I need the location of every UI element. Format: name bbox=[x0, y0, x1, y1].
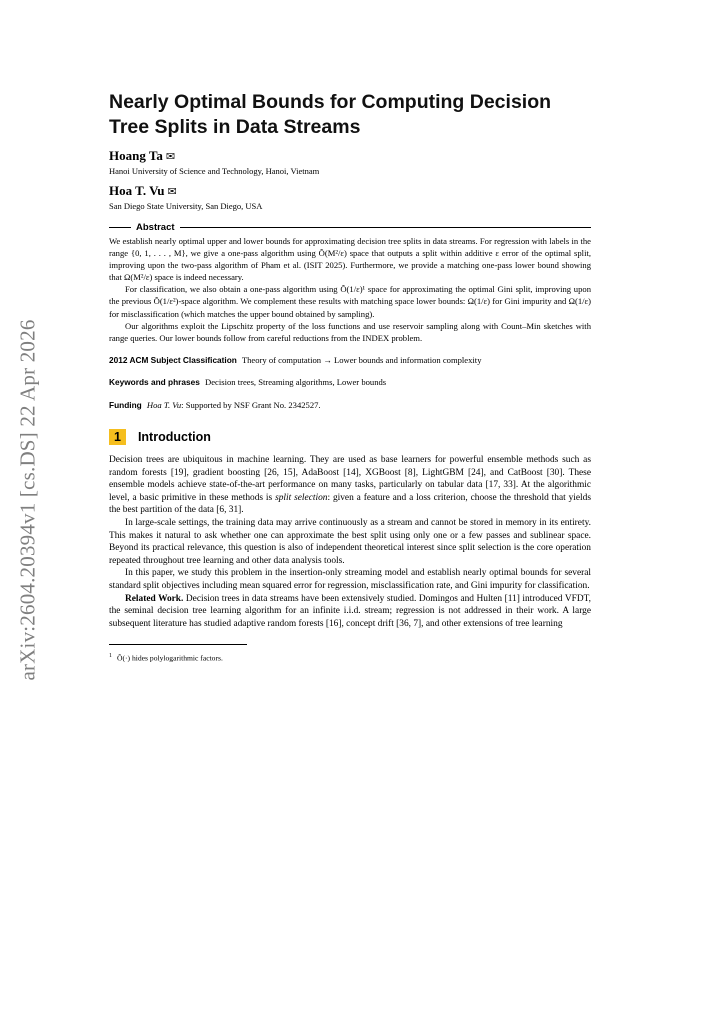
acm-classification bbox=[109, 354, 591, 366]
arxiv-identifier-text: arXiv:2604.20394v1 [cs.DS] 22 Apr 2026 bbox=[15, 319, 40, 681]
abstract-paragraph: Our algorithms exploit the Lipschitz property of the loss functions and use reservoir sampling along with Count–Min sketches with range queries. Our lower bounds follow from careful reductions from the INDEX problem. bbox=[109, 320, 591, 343]
keywords bbox=[109, 376, 591, 388]
section-number: 1 bbox=[109, 429, 126, 445]
paper-page bbox=[109, 90, 591, 663]
rule-right bbox=[180, 227, 591, 228]
arxiv-identifier bbox=[8, 300, 48, 700]
funding-person: Hoa T. Vu bbox=[146, 399, 182, 410]
author-block bbox=[109, 148, 591, 177]
intro-paragraph bbox=[109, 593, 591, 631]
envelope-icon[interactable]: ✉ bbox=[167, 186, 177, 198]
abstract-paragraph: For classification, we also obtain a one-pass algorithm using Õ(1/ε)¹ space for approximating the optimal Gini split, improving upon the previous Õ(1/ε²)-space algorithm. We complement these results with matching space lower bounds: Ω(1/ε) for Gini impurity and Ω(1/ε) for misclassification (which matches the upper bound obtained by sampling). bbox=[109, 284, 591, 319]
keywords-value: Decision trees, Streaming algorithms, Lower bounds bbox=[205, 377, 387, 388]
abstract-heading bbox=[109, 222, 591, 233]
intro-text: : given a feature and a loss criterion, choose the threshold that yields the best partition of the data [6, 31]. bbox=[109, 492, 591, 516]
paper-title: Nearly Optimal Bounds for Computing Decision Tree Splits in Data Streams bbox=[109, 91, 552, 138]
envelope-icon[interactable]: ✉ bbox=[165, 151, 176, 163]
author-block bbox=[109, 183, 591, 212]
intro-text: Decision trees in data streams have been extensively studied. Domingos and Hulten [11] introduced VFDT, the seminal decision tree learning algorithm for an infinite i.i.d. stream; regression is not addressed in their work. A large subsequent literature has studied adaptive random forests [16], concept drift [36, 7], and other extensions of tree learning bbox=[109, 593, 591, 629]
intro-emphasis: split selection bbox=[275, 492, 328, 503]
rule-left bbox=[109, 227, 131, 228]
acm-label: 2012 ACM Subject Classification bbox=[109, 354, 237, 365]
acm-value: Theory of computation → Lower bounds and information complexity bbox=[241, 354, 482, 365]
section-title: Introduction bbox=[137, 430, 211, 445]
intro-paragraph bbox=[109, 454, 591, 517]
funding bbox=[109, 399, 591, 411]
author-name: Hoang Ta bbox=[109, 148, 163, 163]
abstract-heading-text: Abstract bbox=[136, 222, 175, 233]
funding-value: : Supported by NSF Grant No. 2342527. bbox=[181, 399, 321, 410]
funding-label: Funding bbox=[109, 399, 142, 410]
footnote-mark: 1 bbox=[109, 653, 112, 660]
footnote-rule bbox=[109, 644, 247, 645]
section-heading bbox=[109, 429, 591, 445]
related-work-label: Related Work. bbox=[125, 593, 184, 604]
author-affiliation: San Diego State University, San Diego, USA bbox=[109, 201, 263, 211]
abstract-paragraph: We establish nearly optimal upper and lower bounds for approximating decision tree splits in data streams. For regression with labels in the range {0, 1, . . . , M}, we give a one-pass algorithm using Õ(M²/ε) space that outputs a split within additive ε error of the optimal split, improving upon the two-pass algorithm of Pham et al. (ISIT 2025). Furthermore, we provide a matching one-pass lower bound showing that Ω(M²/ε) space is indeed necessary. bbox=[109, 236, 591, 283]
keywords-label: Keywords and phrases bbox=[109, 377, 200, 388]
intro-text: Decision trees are ubiquitous in machine learning. They are used as base learners for powerful ensemble methods such as random forests [19], gradient boosting [26, 15], AdaBoost [14], XGBoost [8], LightGBM [24], and CatBoost [30]. These ensemble models achieve state-of-the-art performance on many tasks, particularly on tabular data [17, 33]. At the algorithmic level, a basic primitive in these methods is bbox=[109, 455, 591, 503]
author-affiliation: Hanoi University of Science and Technology, Hanoi, Vietnam bbox=[109, 166, 320, 176]
footnote-text: Õ(·) hides polylogarithmic factors. bbox=[117, 653, 223, 663]
author-name: Hoa T. Vu bbox=[109, 183, 165, 198]
intro-paragraph: In this paper, we study this problem in the insertion-only streaming model and establish nearly optimal bounds for several standard split objectives including mean squared error for regression, misclassification rate, and Gini impurity for classification. bbox=[109, 568, 591, 591]
intro-paragraph: In large-scale settings, the training data may arrive continuously as a stream and cannot be stored in memory in its entirety. This makes it natural to ask whether one can approximate the best split using only one or a few passes and sublinear space. Beyond its practical relevance, this question is also of independent theoretical interest since split selection is the core operation repeated throughout tree learning and other data analysis tools. bbox=[109, 518, 591, 566]
footnote bbox=[109, 653, 591, 663]
